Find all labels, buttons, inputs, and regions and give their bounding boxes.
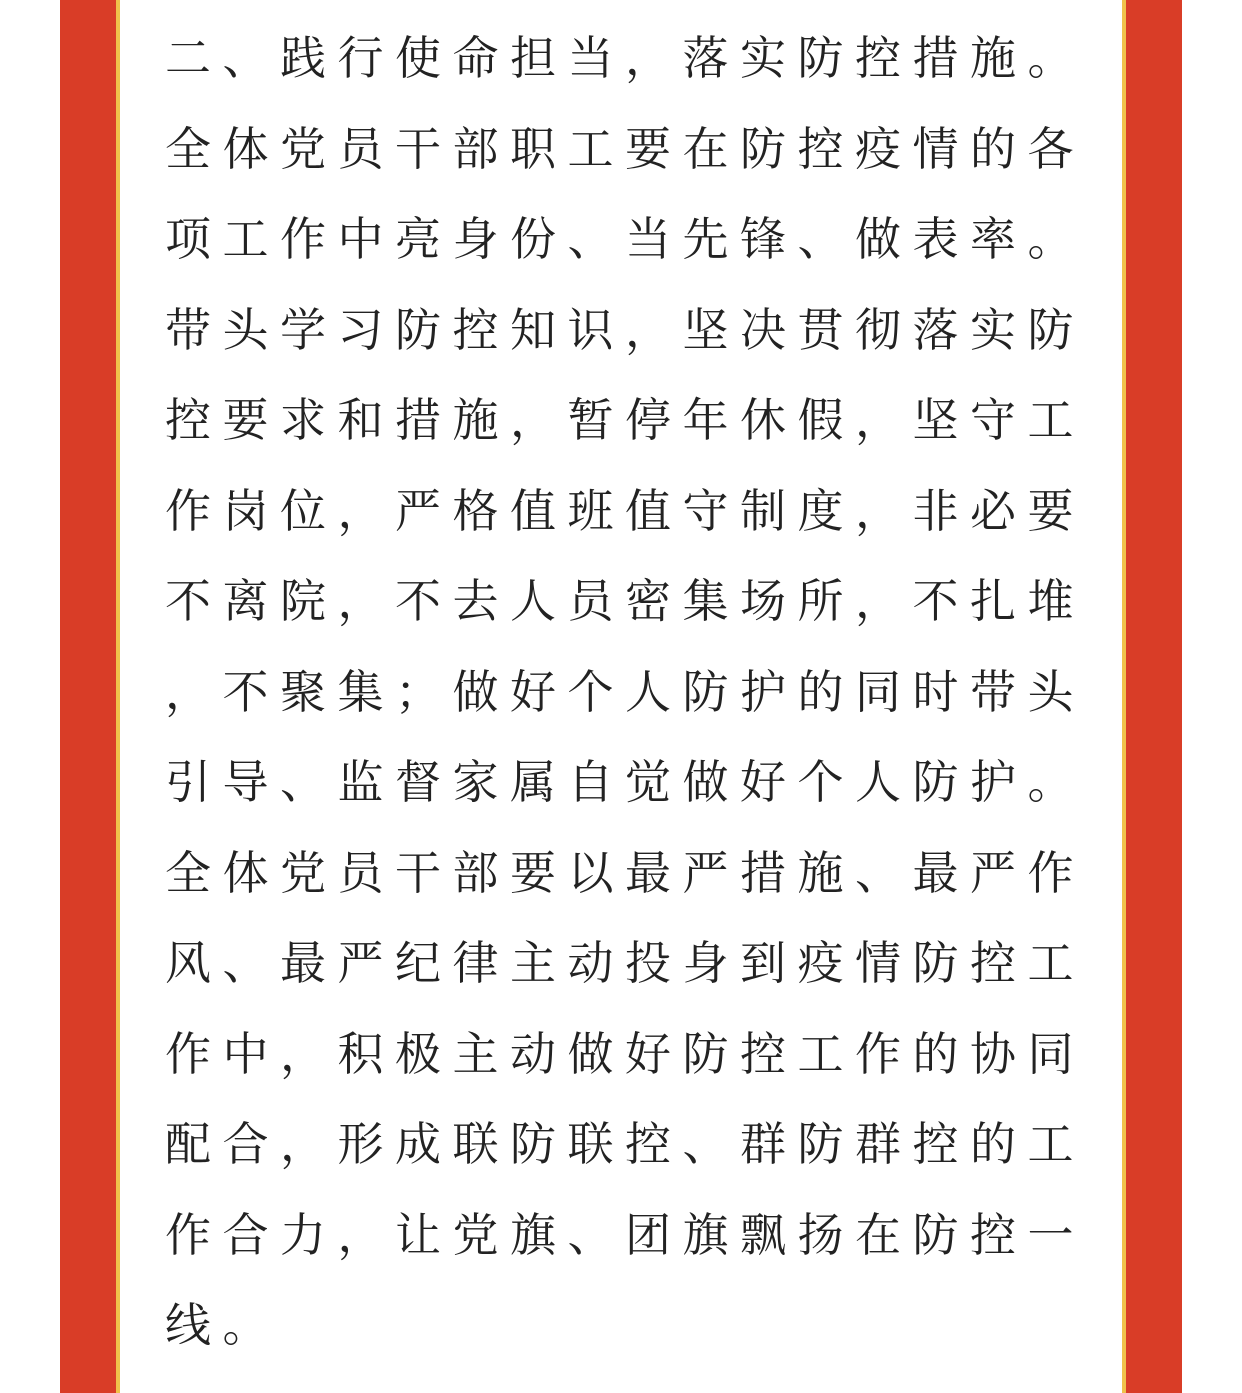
article-line: 二、践行使命担当，落实防控措施。 xyxy=(165,31,1085,85)
article-line: ，不聚集；做好个人防护的同时带头 xyxy=(165,664,1085,719)
article-line: 全体党员干部要以最严措施、最严作 xyxy=(165,845,1085,900)
article-line: 带头学习防控知识，坚决贯彻落实防 xyxy=(165,302,1085,357)
right-red-border xyxy=(1126,0,1182,1393)
article-line: 控要求和措施，暂停年休假，坚守工 xyxy=(165,393,1085,447)
article-line: 项工作中亮身份、当先锋、做表率。 xyxy=(165,212,1085,266)
article-line: 配合，形成联防联控、群防群控的工 xyxy=(165,1117,1085,1171)
article-line: 不离院，不去人员密集场所，不扎堆 xyxy=(165,574,1085,628)
article-body xyxy=(165,13,1085,1371)
left-red-border xyxy=(60,0,116,1393)
article-line: 作中，积极主动做好防控工作的协同 xyxy=(165,1026,1085,1081)
article-line: 作岗位，严格值班值守制度，非必要 xyxy=(165,483,1085,538)
article-line: 引导、监督家属自觉做好个人防护。 xyxy=(165,755,1085,809)
article-line: 线。 xyxy=(165,1298,280,1352)
article-line: 作合力，让党旗、团旗飘扬在防控一 xyxy=(165,1207,1085,1262)
article-line: 风、最严纪律主动投身到疫情防控工 xyxy=(165,936,1085,990)
article-line: 全体党员干部职工要在防控疫情的各 xyxy=(165,121,1085,176)
